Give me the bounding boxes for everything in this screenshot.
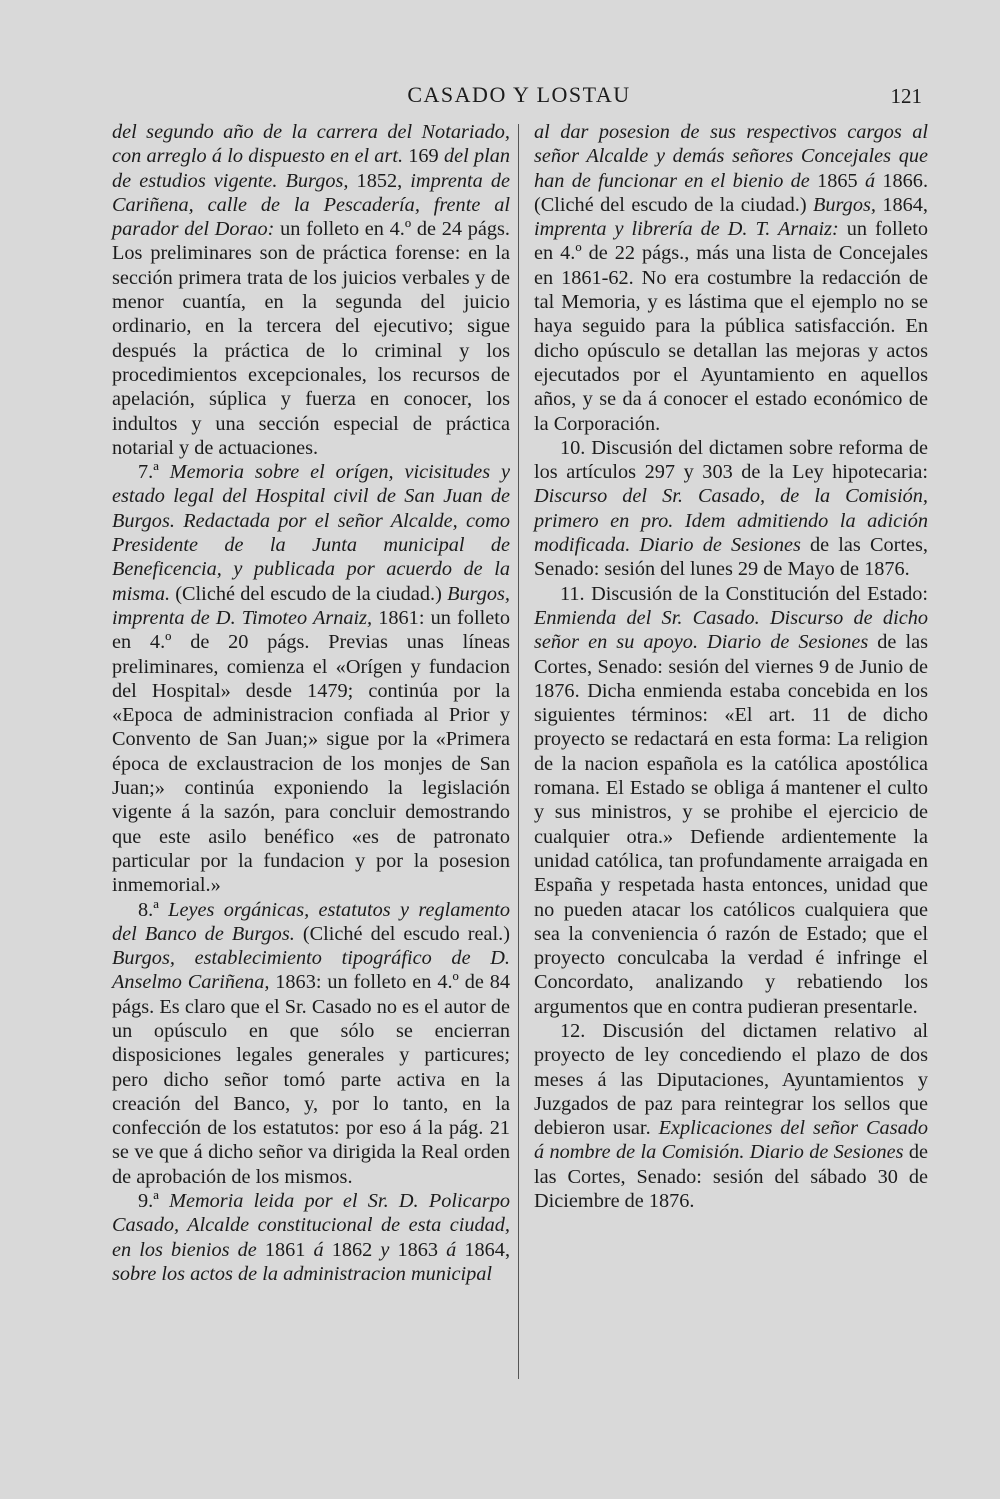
text-run: de las Cortes, Senado: sesión del lunes 29 de Mayo de 1876. bbox=[534, 534, 928, 581]
text-run: 1866. (Cliché del escudo de la ciudad.) bbox=[534, 169, 929, 216]
paragraph-entry-11 bbox=[534, 582, 928, 1019]
text-run: Discurso del Sr. Casado, de la Comisión, primero en pro. Idem admitiendo la adición modificada. Diario de Sesiones bbox=[534, 485, 928, 557]
paragraph-entry-8 bbox=[112, 898, 510, 1190]
text-run: Burgos, imprenta de D. Timoteo Arnaiz, bbox=[112, 582, 510, 629]
text-run: 1865 bbox=[809, 169, 865, 192]
text-run: 12. Discusión del dictamen relativo al proyecto de ley concediendo el plazo de dos meses á las Diputaciones, Ayuntamientos y Juzgados de paz para reintegrar los sellos que debieron usar. bbox=[534, 1019, 928, 1140]
text-run: (Cliché del escudo real.) bbox=[294, 922, 510, 945]
text-run: imprenta de Cariñena, calle de la Pescadería, frente al parador del Dorao: bbox=[112, 169, 510, 241]
text-run: de las Cortes, Senado: sesión del viernes 9 de Junio de 1876. Dicha enmienda estaba concebida en los siguientes términos: «El art. 11 de dicho proyecto se redactará en esta forma: La religion de la nacion española es la católica apostólica romana. El Estado se obliga á mantener el culto y sus ministros, y se prohibe el ejercicio de cualquier otra.» Defiende ardientemente la unidad católica, tan profundamente arraigada en España y respetada hasta entonces, unidad que no pueden atacar los católicos cualquiera que sea la conveniencia ó razón de Estado; que el proyecto conculcaba la verdad é infringe el Concordato, analizando y rebatiendo los argumentos que en contra pudieran presentarle. bbox=[534, 631, 928, 1018]
text-run: 10. Discusión del dictamen sobre reforma de los artículos 297 y 303 de la Ley hipotecaria: bbox=[534, 436, 928, 484]
text-run: Explicaciones del señor Casado á nombre de la Comisión. Diario de Sesiones bbox=[534, 1117, 929, 1164]
paragraph-continuation bbox=[112, 120, 510, 460]
text-run: 1852, bbox=[348, 169, 411, 192]
text-run: (Cliché del escudo de la ciudad.) bbox=[170, 582, 448, 605]
text-run: imprenta y librería de D. T. Arnaiz: bbox=[534, 218, 839, 241]
running-head: CASADO Y LOSTAU bbox=[407, 82, 631, 107]
text-run: 1863 bbox=[389, 1238, 447, 1261]
page-header bbox=[110, 82, 928, 116]
text-run: Enmienda del Sr. Casado. Discurso de dicho señor en su apoyo. Diario de Sesiones bbox=[534, 606, 928, 654]
left-column bbox=[112, 120, 510, 1286]
text-run: y bbox=[380, 1238, 390, 1261]
text-run: un folleto en 4.º de 24 págs. Los preliminares son de práctica forense: en la sección primera trata de los juicios verbales y de menor cuantía, en la segunda del juicio ordinario, en la tercera del ejecutivo; sigue después la práctica de lo criminal y los procedimientos excepcionales, los recursos de apelación, súplica y fuerza en conocer, los indultos y una sección especial de práctica notarial y de actuaciones. bbox=[112, 218, 510, 459]
paragraph-entry-12 bbox=[534, 1019, 928, 1213]
right-column bbox=[534, 120, 928, 1213]
text-run: 1863: un folleto en 4.º de 84 págs. Es claro que el Sr. Casado no es el autor de un opúsculo en que sólo se encierran disposiciones legales generales y particures; pero dicho señor tomó parte activa en la creación del Banco, y, por lo tanto, en la confección de los estatutos: por eso á la pág. 21 se ve que á dicho señor va dirigida la Real orden de aprobación de los mismos. bbox=[112, 971, 510, 1188]
paragraph-entry-7 bbox=[112, 460, 510, 897]
text-run: 1864, bbox=[875, 193, 928, 216]
text-run: Memoria sobre el orígen, vicisitudes y estado legal del Hospital civil de San Juan de Burgos. Redactada por el señor Alcalde, como Presidente de la Junta municipal de Beneficencia, y publicada por acuerdo de la misma. bbox=[112, 461, 510, 605]
text-run: 9.ª bbox=[138, 1190, 170, 1213]
page-number: 121 bbox=[890, 84, 922, 108]
text-run: 169 bbox=[403, 145, 444, 168]
text-run: Leyes orgánicas, estatutos y reglamento del Banco de Burgos. bbox=[112, 898, 510, 945]
text-run: sobre los actos de la administracion municipal bbox=[112, 1262, 493, 1285]
text-run: 1861 bbox=[256, 1238, 314, 1261]
text-run: Burgos, establecimiento tipográfico de D. Anselmo Cariñena, bbox=[112, 947, 510, 994]
text-run: 11. Discusión de la Constitución del Estado: bbox=[560, 582, 928, 605]
text-run: 1861: un folleto en 4.º de 20 págs. Previas unas líneas preliminares, comienza el «Orígen y fundacion del Hospital» desde 1479; continúa por la «Epoca de administracion confiada al Prior y Convento de San Juan;» sigue por la «Primera época de exclaustracion de los monjes de San Juan;» continúa exponiendo la legislación vigente á la sazón, para concluir demostrando que este asilo benéfico «es de patronato particular por la fundacion y por la posesion inmemorial.» bbox=[112, 606, 510, 897]
text-run: del plan de estudios vigente. Burgos, bbox=[112, 145, 511, 192]
text-run: un folleto en 4.º de 22 págs., más una lista de Concejales en 1861-62. No era costumbre la redacción de tal Memoria, y es lástima que el ejemplo no se haya seguido para la pública satisfacción. En dicho opúsculo se detallan las mejoras y actos ejecutados por el Ayuntamiento en aquellos años, y se da á conocer el estado económico de la Corporación. bbox=[534, 218, 928, 435]
text-run: á bbox=[864, 169, 876, 192]
text-run: al dar posesion de sus respectivos cargos al señor Alcalde y demás señores Concejales que han de funcionar en el bienio de bbox=[534, 121, 928, 192]
text-run: del segundo año de la carrera del Notariado, con arreglo á lo dispuesto en el art. bbox=[112, 121, 510, 168]
text-run: 7.ª bbox=[138, 461, 170, 484]
paragraph-continuation bbox=[534, 120, 928, 436]
column-divider bbox=[518, 124, 519, 1379]
text-run: 1862 bbox=[323, 1238, 381, 1261]
text-run: Burgos, bbox=[813, 193, 876, 216]
text-run: á bbox=[313, 1238, 324, 1261]
paragraph-entry-9 bbox=[112, 1189, 510, 1286]
text-run: Memoria leida por el Sr. D. Policarpo Casado, Alcalde constitucional de esta ciudad, en los bienios de bbox=[112, 1190, 510, 1261]
paragraph-entry-10 bbox=[534, 436, 928, 582]
text-run: de las Cortes, Senado: sesión del sábado 30 de Diciembre de 1876. bbox=[534, 1141, 928, 1213]
text-run: 8.ª bbox=[138, 898, 169, 921]
text-run: 1864, bbox=[456, 1238, 511, 1261]
text-run: á bbox=[446, 1238, 457, 1261]
